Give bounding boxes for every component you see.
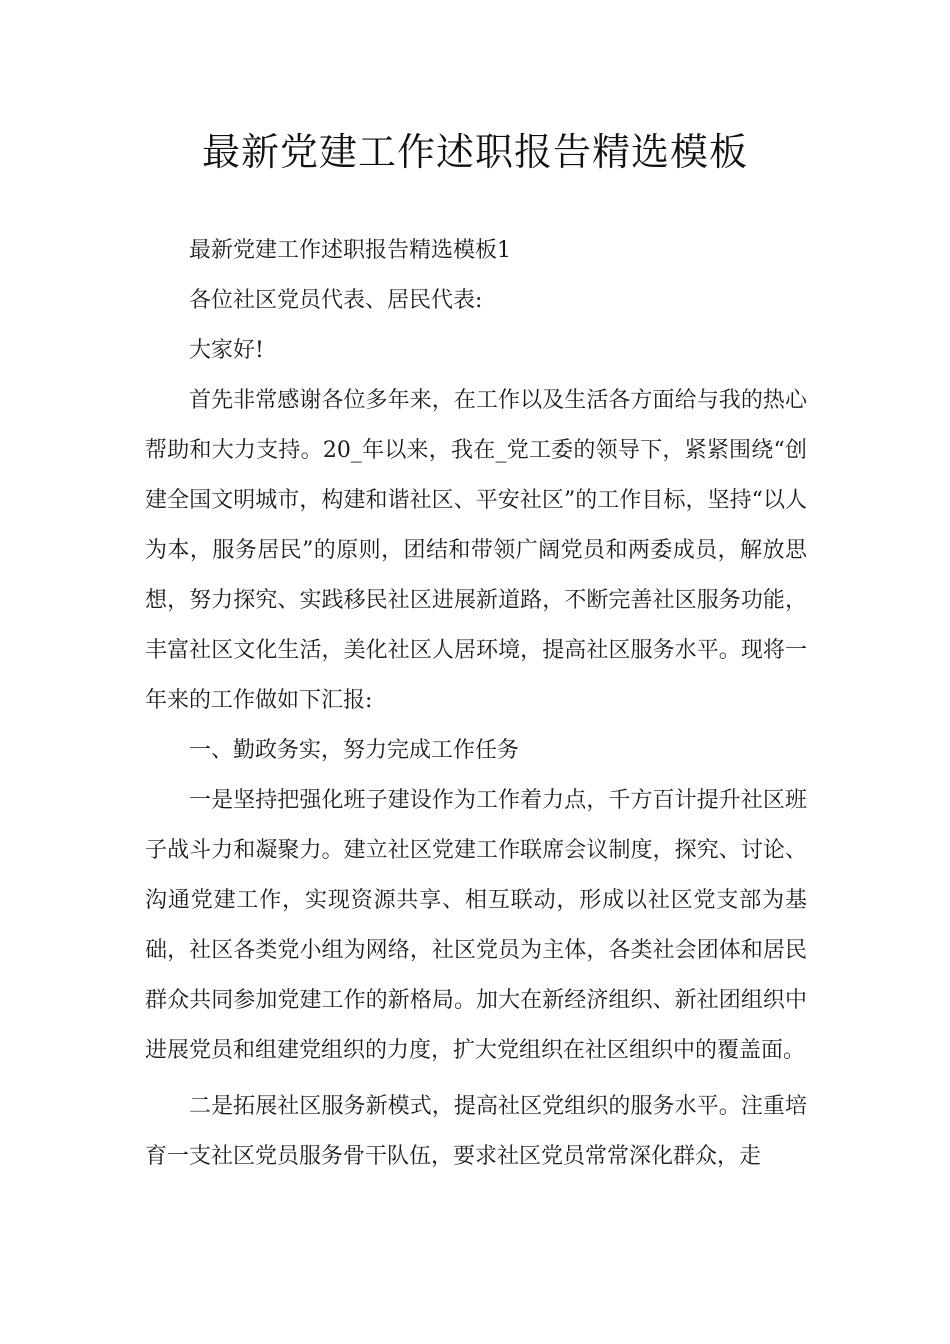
intro-paragraph: 首先非常感谢各位多年来，在工作以及生活各方面给与我的热心帮助和大力支持。20_年以来，我在_党工委的领导下，紧紧围绕“创建全国文明城市，构建和谐社区、平安社区”的工作目标，坚持“以人为本，服务居民”的原则，团结和带领广阔党员和两委成员，解放思想，努力探究、实践移民社区进展新道路，不断完善社区服务功能，丰富社区文化生活，美化社区人居环境，提高社区服务水平。现将一年来的工作做如下汇报: bbox=[145, 388, 807, 713]
section-heading-2: 一、勤政务实，努力完成工作任务 bbox=[189, 738, 520, 763]
paragraph-two: 二是拓展社区服务新模式，提高社区党组织的服务水平。注重培育一支社区党员服务骨干队伍，要求社区党员常常深化群众，走 bbox=[145, 1094, 807, 1169]
greeting: 大家好! bbox=[189, 338, 264, 363]
section-heading-1: 最新党建工作述职报告精选模板1 bbox=[189, 238, 511, 263]
paragraph-one: 一是坚持把强化班子建设作为工作着力点，千方百计提升社区班子战斗力和凝聚力。建立社区党建工作联席会议制度，探究、讨论、沟通党建工作，实现资源共享、相互联动，形成以社区党支部为基础，社区各类党小组为网络，社区党员为主体，各类社会团体和居民群众共同参加党建工作的新格局。加大在新经济组织、新社团组织中进展党员和组建党组织的力度，扩大党组织在社区组织中的覆盖面。 bbox=[145, 788, 807, 1063]
document-body bbox=[145, 226, 807, 1182]
salutation: 各位社区党员代表、居民代表: bbox=[189, 288, 483, 313]
document-title: 最新党建工作述职报告精选模板 bbox=[201, 130, 748, 174]
